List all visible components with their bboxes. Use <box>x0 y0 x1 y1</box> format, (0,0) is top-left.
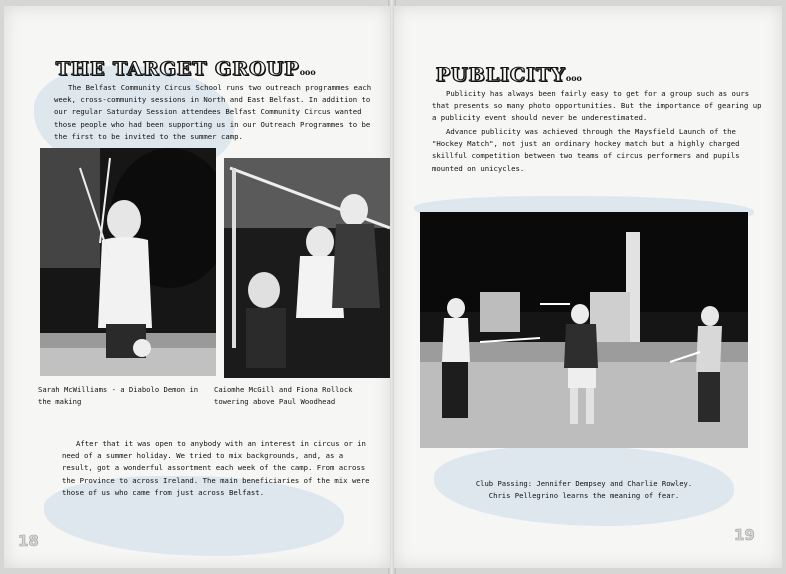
publicity-paragraph-2: Advance publicity was achieved through the Maysfield Launch of the "Hockey Match", not just an ordinary hockey match but a highly charged skillful competition between two teams of circus performers and pupils mounted on unicycles. <box>432 127 740 173</box>
caption-line-2: Chris Pellegrino learns the meaning of fear. <box>488 491 680 500</box>
photo-towering-girls <box>224 158 390 378</box>
intro-paragraph: The Belfast Community Circus School runs two outreach programmes each week, cross-community sessions in North and East Belfast. In addition to our regular Saturday Session attendees Belfast Community Circus wanted those people who had been supporting us in our Outreach Programmes to be the first to be invited to the summer camp. <box>54 83 372 141</box>
section-heading-publicity: PUBLICITYooo <box>436 64 582 86</box>
photo-diabolo-girl-image <box>40 148 216 376</box>
left-page <box>4 6 390 568</box>
photo-caption-club-passing <box>420 478 748 502</box>
body-paragraph: After that it was open to anybody with an interest in circus or in need of a summer holiday. We tried to mix backgrounds, and, as a result, got a wonderful assortment each week of the camp. From across the Province to across Ireland. The main beneficiaries of the mix were those of us who came from just across Belfast. <box>62 439 370 497</box>
section-heading-target-group: THE TARGET GROUPooo <box>56 58 316 80</box>
caption-line-1: Club Passing: Jennifer Dempsey and Charlie Rowley. <box>475 479 693 488</box>
photo-caption-towering: Caiomhe McGill and Fiona Rollock towering above Paul Woodhead <box>214 385 353 406</box>
photo-club-passing <box>420 212 748 448</box>
photo-club-passing-image <box>420 212 748 448</box>
publicity-paragraph-1: Publicity has always been fairly easy to get for a group such as ours that presents so many photo opportunities. But the importance of gearing up a publicity event should never be underestimated. <box>432 89 762 123</box>
photo-towering-girls-image <box>224 158 390 378</box>
photo-diabolo-girl <box>40 148 216 376</box>
page-number-left: 18 <box>18 532 39 550</box>
photo-caption-diabolo: Sarah McWilliams - a Diabolo Demon in the making <box>38 385 199 406</box>
right-page <box>394 6 782 568</box>
page-number-right: 19 <box>734 526 755 544</box>
